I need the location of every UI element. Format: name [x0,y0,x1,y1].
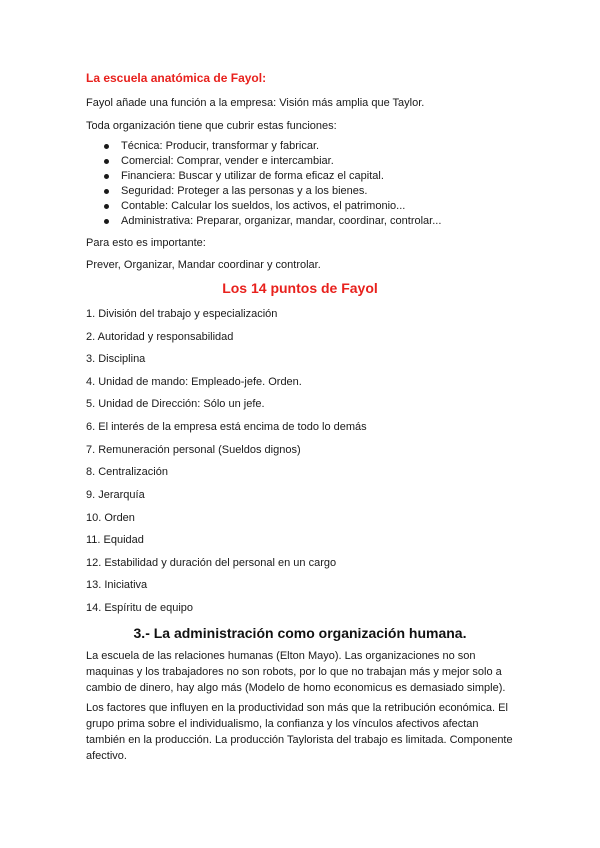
list-item: 3. Disciplina [86,353,146,365]
list-item: 11. Equidad [86,534,144,546]
important-label: Para esto es importante: [86,237,206,249]
section3-paragraph-1: La escuela de las relaciones humanas (Elton Mayo). Las organizaciones no son maquinas y los trabajadores no son robots, por lo que no trabajan más y mejor solo a cambio de dinero, hay algo más (Modelo de homo economicus es demasiado simple). [86,650,506,694]
list-item: 14. Espíritu de equipo [86,602,194,614]
list-item: Administrativa: Preparar, organizar, mandar, coordinar, controlar... [86,214,441,229]
functions-list [86,139,441,229]
functions-intro: Toda organización tiene que cubrir estas funciones: [86,120,337,132]
list-item: Técnica: Producir, transformar y fabricar. [86,139,441,154]
section3-heading: 3.- La administración como organización humana. [133,625,467,641]
list-item: 1. División del trabajo y especialización [86,308,278,320]
section3-paragraph-2: Los factores que influyen en la productividad son más que la retribución económica. El grupo prima sobre el individualismo, la confianza y los vínculos afectivos afectan también en la producción. La producción Taylorista del trabajo es limitada. Componente afectivo. [86,702,513,762]
list-item: 5. Unidad de Dirección: Sólo un jefe. [86,398,265,410]
list-item: 10. Orden [86,512,135,524]
important-text: Prever, Organizar, Mandar coordinar y controlar. [86,259,321,271]
list-item: Comercial: Comprar, vender e intercambiar. [86,154,441,169]
list-item: Contable: Calcular los sueldos, los activos, el patrimonio... [86,199,441,214]
list-item: 13. Iniciativa [86,579,148,591]
list-item: 8. Centralización [86,466,168,478]
list-item: 7. Remuneración personal (Sueldos dignos) [86,444,301,456]
list-item: 4. Unidad de mando: Empleado-jefe. Orden. [86,376,302,388]
fayol-intro: Fayol añade una función a la empresa: Visión más amplia que Taylor. [86,97,425,109]
list-item: 12. Estabilidad y duración del personal en un cargo [86,557,337,569]
list-item: Financiera: Buscar y utilizar de forma eficaz el capital. [86,169,441,184]
list-item: 6. El interés de la empresa está encima de todo lo demás [86,421,367,433]
list-item: 2. Autoridad y responsabilidad [86,331,234,343]
list-item: 9. Jerarquía [86,489,145,501]
fayol-heading: La escuela anatómica de Fayol: [86,71,267,85]
list-item: Seguridad: Proteger a las personas y a los bienes. [86,184,441,199]
points-heading: Los 14 puntos de Fayol [222,280,378,296]
